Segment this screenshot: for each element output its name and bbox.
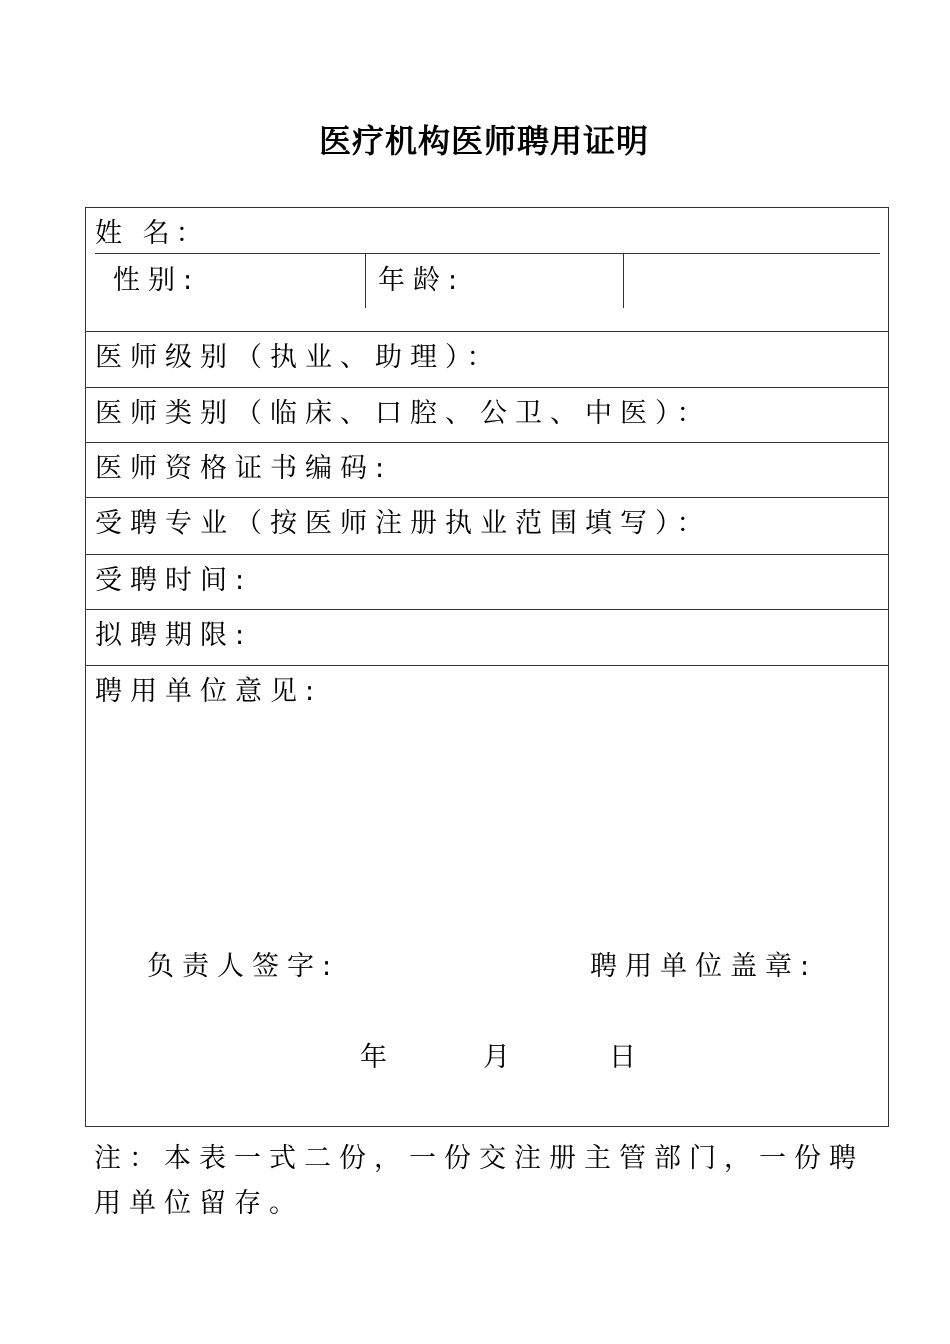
page-title: 医疗机构医师聘用证明 <box>318 122 649 160</box>
name-divider <box>95 253 880 254</box>
date-day-label: 日 <box>609 1042 644 1073</box>
row-divider-1 <box>86 331 888 332</box>
hire-time-label: 受聘时间: <box>95 565 253 596</box>
employer-opinion-label: 聘用单位意见: <box>95 676 323 707</box>
row-divider-4 <box>86 497 888 498</box>
date-year-label: 年 <box>360 1042 395 1073</box>
age-label: 年龄: <box>378 265 466 296</box>
name-label: 姓 名： <box>95 218 209 249</box>
row-divider-7 <box>86 665 888 666</box>
signature-label: 负责人签字: <box>147 951 340 982</box>
doctor-level-label: 医师级别（执业、助理）： <box>95 342 502 373</box>
row-divider-5 <box>86 554 888 555</box>
row-divider-2 <box>86 387 888 388</box>
date-month-label: 月 <box>483 1042 518 1073</box>
specialty-label: 受聘专业（按医师注册执业范围填写）： <box>95 508 712 539</box>
age-extra-divider <box>623 254 624 308</box>
row-divider-6 <box>86 609 888 610</box>
hire-term-label: 拟聘期限: <box>95 620 253 651</box>
doctor-category-label: 医师类别（临床、口腔、公卫、中医）： <box>95 398 712 429</box>
seal-label: 聘用单位盖章: <box>590 951 818 982</box>
certificate-form <box>85 207 889 1127</box>
qualification-code-label: 医师资格证书编码: <box>95 453 393 484</box>
gender-age-divider <box>365 254 366 308</box>
row-divider-3 <box>86 442 888 443</box>
footnote: 注：本表一式二份，一份交注册主管部门，一份聘用单位留存。 <box>94 1143 864 1219</box>
gender-label: 性别: <box>113 265 201 296</box>
